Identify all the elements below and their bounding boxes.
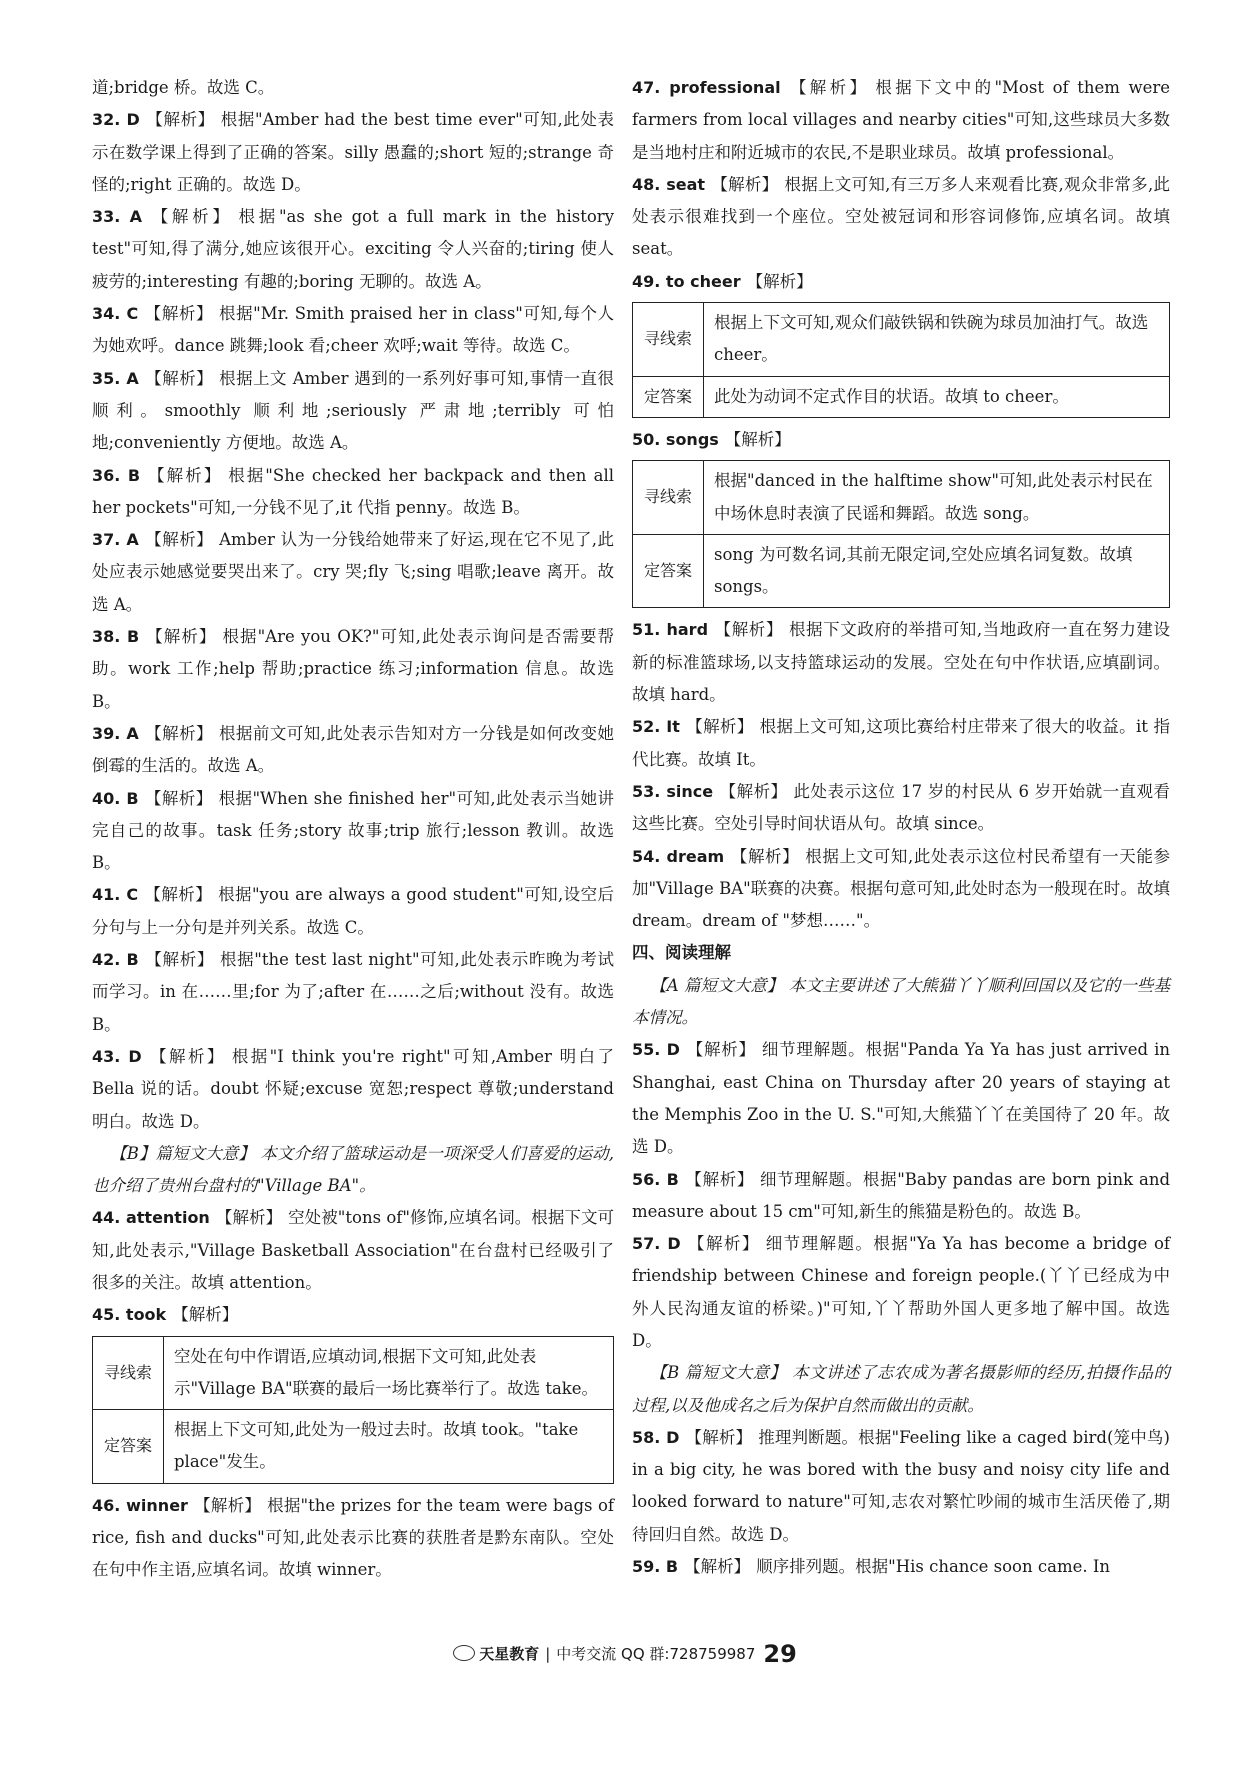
answer-number: 40. B xyxy=(92,788,139,808)
table-label: 寻线索 xyxy=(633,461,704,535)
answer-text: 根据"the test last night"可知,此处表示昨晚为考试而学习。in 在……里;for 为了;after 在……之后;without 没有。故选 B。 xyxy=(92,950,615,1034)
answer-44 xyxy=(92,1202,614,1299)
answer-text: 根据"When she finished her"可知,此处表示当她讲完自己的故事。task 任务;story 故事;trip 旅行;lesson 教训。故选 B。 xyxy=(92,788,615,873)
table-row xyxy=(633,376,1170,417)
answer-text: 根据上文可知,有三万多人来观看比赛,观众非常多,此处表示很难找到一个座位。空处被冠词和形容词修饰,应填名词。故填 seat。 xyxy=(632,174,1171,259)
analysis-tag: 【解析】 xyxy=(145,110,215,130)
analysis-tag: 【解析】 xyxy=(684,1557,751,1577)
answer-number: 34. C xyxy=(92,304,139,324)
answer-number: 50. songs xyxy=(632,429,719,449)
table-label: 定答案 xyxy=(633,376,704,417)
table-row xyxy=(633,461,1170,535)
answer-item xyxy=(92,621,614,718)
answer-item xyxy=(632,1228,1170,1357)
table-49 xyxy=(632,302,1170,418)
analysis-tag: 【解析】 xyxy=(193,1495,262,1515)
answer-text: 根据上文可知,这项比赛给村庄带来了很大的收益。it 指代比赛。故填 It。 xyxy=(632,717,1171,769)
answer-50 xyxy=(632,424,1170,456)
answer-item xyxy=(92,879,614,944)
answer-item xyxy=(632,1422,1170,1551)
answer-number: 49. to cheer xyxy=(632,271,741,291)
answer-item xyxy=(632,841,1170,938)
answer-45 xyxy=(92,1299,614,1331)
footer-separator: | xyxy=(545,1645,551,1663)
answer-list-2 xyxy=(632,614,1170,937)
answer-number: 33. A xyxy=(92,207,143,227)
analysis-tag: 【解析】 xyxy=(686,1234,760,1254)
answer-text: 根据上文可知,此处表示这位村民希望有一天能参加"Village BA"联赛的决赛。根据句意可知,此处时态为一般现在时。故填 dream。dream of "梦想……"。 xyxy=(632,846,1171,931)
answer-item xyxy=(92,783,614,880)
answer-number: 35. A xyxy=(92,368,139,388)
analysis-tag: 【解析】 xyxy=(144,950,214,970)
answer-text: 根据"I think you're right"可知,Amber 明白了 Bella 说的话。doubt 怀疑;excuse 宽恕;respect 尊敬;understand 明白。故选 D。 xyxy=(92,1046,614,1131)
answer-number: 52. It xyxy=(632,717,680,737)
answer-item xyxy=(92,298,614,363)
answer-number: 58. D xyxy=(632,1427,680,1447)
analysis-tag: 【解析】 xyxy=(685,717,754,737)
answer-number: 44. attention xyxy=(92,1208,210,1228)
answer-number: 38. B xyxy=(92,627,140,647)
answer-item xyxy=(92,104,614,201)
analysis-tag: 【解析】 xyxy=(146,465,223,485)
analysis-tag: 【解析】 xyxy=(147,1046,226,1066)
table-text: 此处为动词不定式作目的状语。故填 to cheer。 xyxy=(704,376,1170,417)
answer-number: 45. took xyxy=(92,1305,167,1325)
answer-item xyxy=(92,944,614,1041)
table-row xyxy=(633,303,1170,377)
summary-a: 【A 篇短文大意】 本文主要讲述了大熊猫丫丫顺利回国以及它的一些基本情况。 xyxy=(632,975,1170,1028)
answer-text: 根据"Are you OK?"可知,此处表示询问是否需要帮助。work 工作;help 帮助;practice 练习;information 信息。故选 B。 xyxy=(92,627,615,711)
analysis-tag: 【解析】 xyxy=(730,846,800,866)
analysis-tag: 【解析】 xyxy=(172,1305,239,1325)
page-footer xyxy=(0,1640,1250,1668)
footer-brand: 天星教育 xyxy=(479,1645,540,1663)
table-row xyxy=(93,1410,614,1484)
answer-text: 根据前文可知,此处表示告知对方一分钱是如何改变她倒霉的生活的。故选 A。 xyxy=(92,723,615,776)
table-text: 根据"danced in the halftime show"可知,此处表示村民在中场休息时表演了民谣和舞蹈。故选 song。 xyxy=(704,461,1170,535)
answer-text: 根据上文 Amber 遇到的一系列好事可知,事情一直很顺利。smoothly 顺利地;seriously 严肃地;terribly 可怕地;conveniently 方便地。故选 A。 xyxy=(92,368,615,453)
table-label: 定答案 xyxy=(633,534,704,608)
answer-text: 根据"you are always a good student"可知,设空后分句与上一分句是并列关系。故选 C。 xyxy=(92,885,615,937)
table-label: 寻线索 xyxy=(93,1336,164,1410)
answer-number: 48. seat xyxy=(632,174,706,194)
answer-text: 根据下文政府的举措可知,当地政府一直在努力建设新的标准篮球场,以支持篮球运动的发展。空处在句中作状语,应填副词。故填 hard。 xyxy=(632,620,1171,705)
answer-item xyxy=(92,1041,614,1138)
table-text: song 为可数名词,其前无限定词,空处应填名词复数。故填 songs。 xyxy=(704,534,1170,608)
section-heading: 四、阅读理解 xyxy=(632,943,731,963)
analysis-tag: 【解析】 xyxy=(684,1169,755,1189)
analysis-tag: 【解析】 xyxy=(719,781,788,801)
analysis-tag: 【解析】 xyxy=(215,1208,283,1228)
answer-text: 顺序排列题。根据"His chance soon came. In xyxy=(756,1557,1110,1577)
answer-item xyxy=(632,711,1170,776)
answer-number: 43. D xyxy=(92,1046,142,1066)
answer-text: Amber 认为一分钱给她带来了好运,现在它不见了,此处应表示她感觉要哭出来了。cry 哭;fly 飞;sing 唱歌;leave 离开。故选 A。 xyxy=(92,530,615,614)
table-row xyxy=(93,1336,614,1410)
answer-item xyxy=(92,718,614,783)
answer-text: 根据"She checked her backpack and then all her pockets"可知,一分钱不见了,it 代指 penny。故选 B。 xyxy=(92,465,615,517)
analysis-tag: 【解析】 xyxy=(786,78,870,97)
answer-number: 54. dream xyxy=(632,846,725,866)
summary-b2: 【B 篇短文大意】 本文讲述了志农成为著名摄影师的经历,拍摄作品的过程,以及他成名之后为保护自然而做出的贡献。 xyxy=(632,1363,1170,1415)
answer-text: 根据"Mr. Smith praised her in class"可知,每个人为她欢呼。dance 跳舞;look 看;cheer 欢呼;wait 等待。故选 C。 xyxy=(92,304,614,356)
analysis-tag: 【解析】 xyxy=(711,174,779,194)
answer-49 xyxy=(632,266,1170,298)
star-logo-icon xyxy=(453,1645,475,1661)
answer-number: 37. A xyxy=(92,530,139,550)
answer-number: 39. A xyxy=(92,723,139,743)
answer-number: 32. D xyxy=(92,110,140,130)
answer-text: 空处被"tons of"修饰,应填名词。根据下文可知,此处表示,"Village Basketball Association"在台盘村已经吸引了很多的关注。故填 attention。 xyxy=(92,1208,614,1292)
summary-b: 【B】篇短文大意】 本文介绍了篮球运动是一项深受人们喜爱的运动,也介绍了贵州台盘村的"Village BA"。 xyxy=(92,1143,614,1196)
analysis-tag: 【解析】 xyxy=(144,530,214,550)
analysis-tag: 【解析】 xyxy=(144,304,214,324)
answer-number: 42. B xyxy=(92,950,139,970)
answer-item xyxy=(632,614,1170,711)
answer-number: 57. D xyxy=(632,1234,681,1254)
page-number: 29 xyxy=(763,1640,797,1668)
answer-item xyxy=(632,776,1170,841)
answer-text: 根据"Amber had the best time ever"可知,此处表示在数学课上得到了正确的答案。silly 愚蠢的;short 短的;strange 奇怪的;right 正确的。故选 D。 xyxy=(92,110,614,194)
table-text: 根据上下文可知,观众们敲铁锅和铁碗为球员加油打气。故选 cheer。 xyxy=(704,303,1170,377)
table-45 xyxy=(92,1336,614,1484)
answer-text: 根据下文中的"Most of them were farmers from local villages and nearby cities"可知,这些球员大多数是当地村庄和附近城市的农民,不是职业球员。故填 professional。 xyxy=(632,78,1170,162)
answer-list-4 xyxy=(632,1422,1170,1583)
answer-number: 59. B xyxy=(632,1557,679,1577)
answer-number: 47. professional xyxy=(632,78,781,97)
answer-48 xyxy=(632,169,1170,266)
answer-item xyxy=(92,363,614,460)
answer-item xyxy=(92,201,614,298)
answer-text: 细节理解题。根据"Panda Ya Ya has just arrived in Shanghai, east China on Thursday after 20 years of staying at the Memphis Zoo in the U. S."可知,大熊猫丫丫在美国待了 20 年。故选 D。 xyxy=(632,1040,1170,1157)
footer-text: 中考交流 QQ 群:728759987 xyxy=(556,1645,756,1663)
answer-number: 53. since xyxy=(632,781,714,801)
analysis-tag: 【解析】 xyxy=(144,788,213,808)
left-column xyxy=(92,72,614,1587)
answer-text: 细节理解题。根据"Ya Ya has become a bridge of friendship between Chinese and foreign people.(丫丫已经成为中外人民沟通友谊的桥梁。)"可知,丫丫帮助外国人更多地了解中国。故选 D。 xyxy=(632,1234,1170,1350)
answer-46 xyxy=(92,1490,614,1587)
analysis-tag: 【解析】 xyxy=(724,429,791,449)
answer-47 xyxy=(632,72,1170,169)
answer-list-3 xyxy=(632,1034,1170,1357)
answer-text: 根据"the prizes for the team were bags of rice, fish and ducks"可知,此处表示比赛的获胜者是黔东南队。空处在句中作主语,应填名词。故填 winner。 xyxy=(92,1495,614,1580)
answer-item xyxy=(632,1164,1170,1229)
answer-item xyxy=(632,1551,1170,1583)
table-row xyxy=(633,534,1170,608)
analysis-tag: 【解析】 xyxy=(714,620,783,640)
answer-number: 56. B xyxy=(632,1169,679,1189)
right-column xyxy=(632,72,1170,1583)
analysis-tag: 【解析】 xyxy=(148,207,233,227)
analysis-tag: 【解析】 xyxy=(685,1040,756,1060)
answer-item xyxy=(92,524,614,621)
table-text: 空处在句中作谓语,应填动词,根据下文可知,此处表示"Village BA"联赛的最后一场比赛举行了。故选 take。 xyxy=(164,1336,614,1410)
analysis-tag: 【解析】 xyxy=(144,723,213,743)
analysis-tag: 【解析】 xyxy=(685,1427,753,1447)
analysis-tag: 【解析】 xyxy=(144,368,214,388)
analysis-tag: 【解析】 xyxy=(144,885,213,905)
table-text: 根据上下文可知,此处为一般过去时。故填 took。"take place"发生。 xyxy=(164,1410,614,1484)
answer-text: 此处表示这位 17 岁的村民从 6 岁开始就一直观看这些比赛。空处引导时间状语从句。故填 since。 xyxy=(632,781,1171,834)
answer-number: 46. winner xyxy=(92,1495,188,1515)
table-label: 定答案 xyxy=(93,1410,164,1484)
answer-text: 细节理解题。根据"Baby pandas are born pink and measure about 15 cm"可知,新生的熊猫是粉色的。故选 B。 xyxy=(632,1169,1171,1221)
answer-number: 36. B xyxy=(92,465,141,485)
answer-text: 根据"as she got a full mark in the history test"可知,得了满分,她应该很开心。exciting 令人兴奋的;tiring 使人疲劳的;interesting 有趣的;boring 无聊的。故选 A。 xyxy=(92,207,615,291)
answer-number: 55. D xyxy=(632,1040,680,1060)
table-50 xyxy=(632,460,1170,608)
answer-item xyxy=(92,460,614,525)
answer-list-1 xyxy=(92,104,614,1138)
answer-number: 51. hard xyxy=(632,620,709,640)
intro-text: 道;bridge 桥。故选 C。 xyxy=(92,78,275,97)
answer-item xyxy=(632,1034,1170,1163)
analysis-tag: 【解析】 xyxy=(746,271,813,291)
answer-text: 推理判断题。根据"Feeling like a caged bird(笼中鸟) in a big city, he was bored with the busy and noisy city life and looked forward to nature"可知,志农对繁忙吵闹的城市生活厌倦了,期待回归自然。故选 D。 xyxy=(632,1427,1170,1544)
table-label: 寻线索 xyxy=(633,303,704,377)
analysis-tag: 【解析】 xyxy=(145,627,217,647)
answer-number: 41. C xyxy=(92,885,139,905)
